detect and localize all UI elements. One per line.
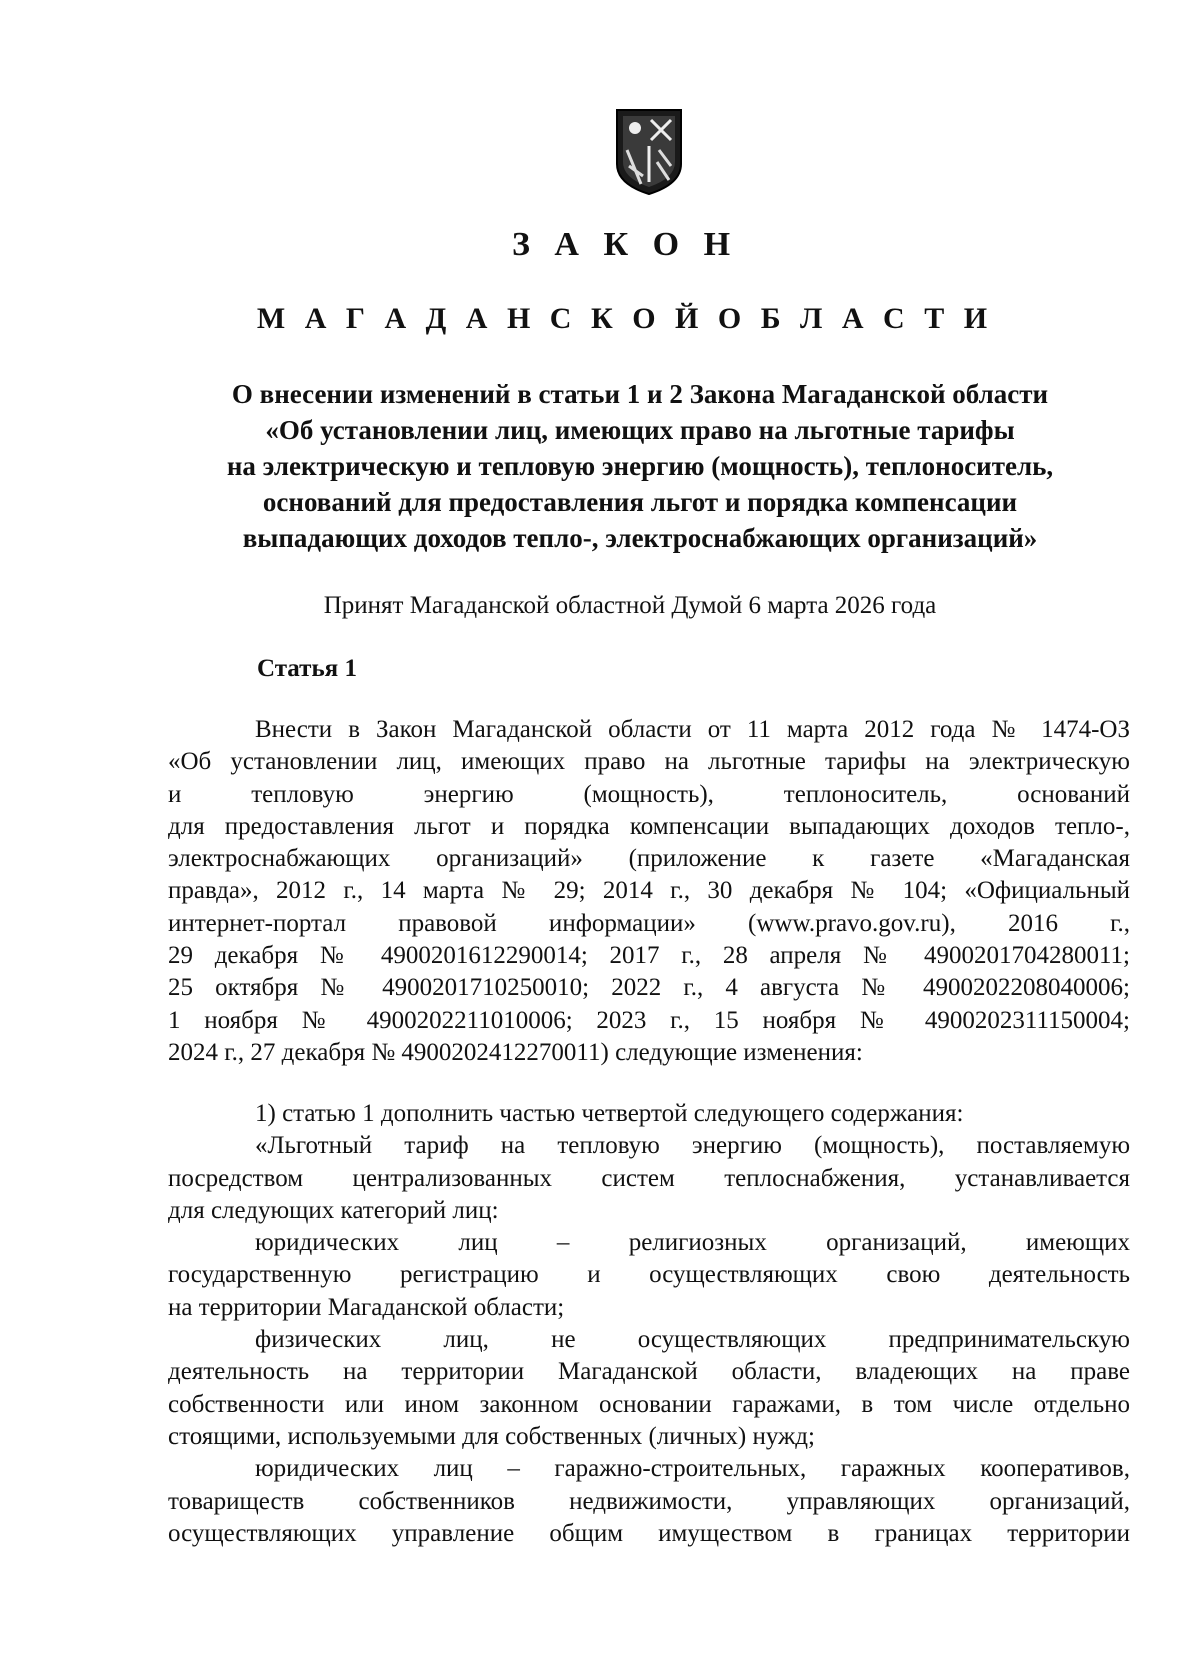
text-line: для предоставления льгот и порядка компенсации выпадающих доходов тепло-, — [168, 812, 1130, 840]
law-title-line: на электрическую и тепловую энергию (мощность), теплоноситель, — [226, 451, 1054, 481]
text-line: 2024 г., 27 декабря № 4900202412270011) следующие изменения: — [168, 1038, 863, 1066]
text-line: 1 ноября № 4900202211010006; 2023 г., 15 ноября № 4900202311150004; — [168, 1006, 1130, 1034]
law-title-line: О внесении изменений в статьи 1 и 2 Закона Магаданской области — [231, 379, 1049, 409]
law-title-line: «Об установлении лиц, имеющих право на льготные тарифы — [265, 415, 1015, 445]
text-line: осуществляющих управление общим имуществом в границах территории — [168, 1519, 1130, 1547]
article-intro-paragraph — [168, 714, 1130, 1069]
text-line: Внести в Закон Магаданской области от 11 марта 2012 года № 1474-ОЗ — [255, 716, 1130, 743]
text-line: 1) статью 1 дополнить частью четвертой следующего содержания: — [255, 1100, 964, 1127]
text-line: 25 октября № 4900201710250010; 2022 г., 4 августа № 4900202208040006; — [168, 974, 1130, 1002]
text-line: товариществ собственников недвижимости, управляющих организаций, — [168, 1487, 1130, 1515]
text-line: собственности или ином законном основании гаражами, в том числе отдельно — [168, 1390, 1130, 1418]
text-line: электроснабжающих организаций» (приложение к газете «Магаданская — [168, 845, 1130, 873]
text-line: на территории Магаданской области; — [168, 1293, 565, 1321]
text-line: деятельность на территории Магаданской области, владеющих на праве — [168, 1358, 1130, 1386]
text-line: «Об установлении лиц, имеющих право на льготные тарифы на электрическую — [168, 748, 1130, 776]
text-line: посредством централизованных систем теплоснабжения, устанавливается — [168, 1164, 1130, 1192]
adoption-note: Принят Магаданской областной Думой 6 марта 2026 года — [323, 592, 937, 619]
text-line: правда», 2012 г., 14 марта № 29; 2014 г., 30 декабря № 104; «Официальный — [168, 877, 1130, 905]
text-line: государственную регистрацию и осуществляющих свою деятельность — [168, 1261, 1130, 1289]
law-title-line: выпадающих доходов тепло-, электроснабжающих организаций» — [242, 523, 1038, 553]
article-heading: Статья 1 — [257, 655, 357, 682]
article-item-1 — [168, 1098, 1130, 1550]
text-line: физических лиц, не осуществляющих предпринимательскую — [255, 1326, 1130, 1354]
text-line: «Льготный тариф на тепловую энергию (мощность), поставляемую — [255, 1132, 1130, 1160]
document-title: З А К О Н — [511, 226, 739, 263]
law-title-line: оснований для предоставления льгот и порядка компенсации — [262, 487, 1018, 517]
text-line: для следующих категорий лиц: — [168, 1196, 499, 1224]
text-line: интернет-портал правовой информации» (www.pravo.gov.ru), 2016 г., — [168, 909, 1130, 937]
document-subtitle: М А Г А Д А Н С К О Й О Б Л А С Т И — [256, 302, 994, 335]
text-line: юридических лиц – религиозных организаций, имеющих — [255, 1229, 1130, 1257]
law-title — [150, 376, 1130, 556]
magadan-coat-of-arms-icon — [613, 106, 685, 196]
text-line: 29 декабря № 4900201612290014; 2017 г., 28 апреля № 4900201704280011; — [168, 942, 1130, 970]
text-line: стоящими, используемыми для собственных (личных) нужд; — [168, 1422, 815, 1450]
text-line: и тепловую энергию (мощность), теплоноситель, оснований — [168, 780, 1130, 808]
text-line: юридических лиц – гаражно-строительных, гаражных кооперативов, — [255, 1455, 1130, 1483]
